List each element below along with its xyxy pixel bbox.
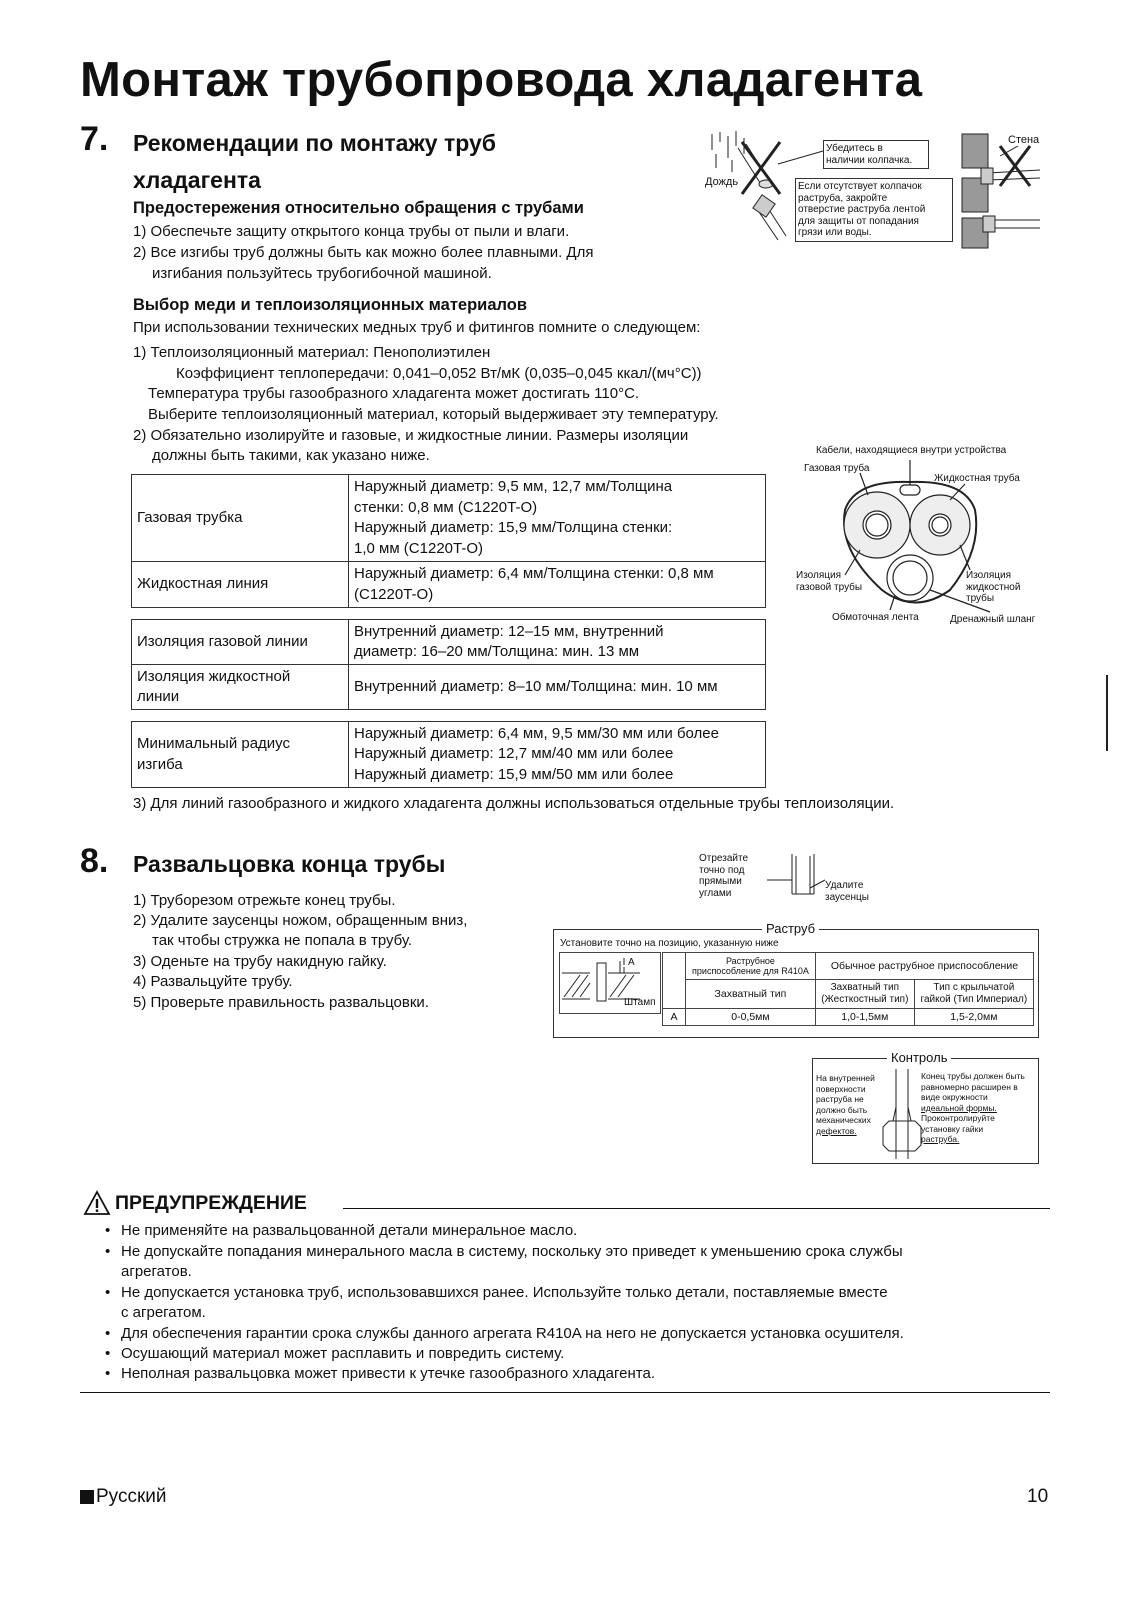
warning-title: ПРЕДУПРЕЖДЕНИЕ <box>115 1192 307 1214</box>
table-cell-value: Наружный диаметр: 6,4 мм/Толщина стенки: 0,8 мм (C1220T-O) <box>349 562 766 608</box>
drain-label: Дренажный шланг <box>950 614 1036 625</box>
warning-bottom-rule <box>80 1392 1050 1393</box>
table-cell: A <box>663 1009 686 1026</box>
table-cell-value: Наружный диаметр: 9,5 мм, 12,7 мм/Толщина стенки: 0,8 мм (C1220T-O) Наружный диаметр: 15,9 мм/Толщина стенки: 1,0 мм (C1220T-O) <box>349 475 766 562</box>
section-7-title-line1: Рекомендации по монтажу труб <box>133 130 496 156</box>
insulation-cross-section-figure <box>790 440 1060 630</box>
flare-step: 1) Труборезом отрежьте конец трубы. <box>133 892 396 909</box>
table-row <box>132 475 766 562</box>
table-row <box>132 722 766 788</box>
section-7-number: 7. <box>80 120 109 158</box>
die-label: Штамп <box>624 997 656 1008</box>
table-cell-value: Наружный диаметр: 6,4 мм, 9,5 мм/30 мм или более Наружный диаметр: 12,7 мм/40 мм или более Наружный диаметр: 15,9 мм/50 мм или более <box>349 722 766 788</box>
table-row <box>663 980 1034 1009</box>
insulation-spec-table <box>131 619 766 710</box>
flare-step: 5) Проверьте правильность развальцовки. <box>133 994 429 1011</box>
tape-label: Обмоточная лента <box>832 612 919 623</box>
insulation-note: 3) Для линий газообразного и жидкого хладагента должны использоваться отдельные трубы теплоизоляции. <box>133 795 895 812</box>
footer-language: Русский <box>96 1486 167 1507</box>
rain-label: Дождь <box>705 176 739 188</box>
table-row <box>132 665 766 710</box>
table-row <box>132 562 766 608</box>
check-right-note: Конец трубы должен быть равномерно расширен в виде окружности идеальной формы. Проконтролируйте установку гайки раструба. <box>921 1071 1025 1144</box>
a-label: A <box>628 957 635 968</box>
warning-bullet: • <box>105 1243 111 1260</box>
warning-item: Осушающий материал может расплавить и повредить систему. <box>121 1345 565 1362</box>
warning-bullet: • <box>105 1365 111 1382</box>
table-cell-label: Минимальный радиус изгиба <box>132 722 349 788</box>
pipe-cut-figure <box>697 850 897 912</box>
table-row <box>663 1009 1034 1026</box>
gas-pipe-label: Газовая труба <box>804 463 870 474</box>
copper-line: При использовании технических медных труб и фитингов помните о следующем: <box>133 319 701 336</box>
warning-item: Не допускайте попадания минерального масла в систему, поскольку это приведет к уменьшению срока службы <box>121 1243 903 1260</box>
liquid-insulation-label: Изоляция жидкостной трубы <box>966 570 1021 604</box>
copper-heading: Выбор меди и теплоизоляционных материалов <box>133 296 527 314</box>
handling-line: 2) Все изгибы труб должны быть как можно более плавными. Для <box>133 244 594 261</box>
table-cell: 1,5-2,0мм <box>914 1009 1033 1026</box>
table-cell-label: Жидкостная линия <box>132 562 349 608</box>
warning-item: Для обеспечения гарантии срока службы данного агрегата R410A на него не допускается установка осушителя. <box>121 1325 904 1342</box>
flare-die-diagram <box>559 952 661 1014</box>
table-header-cell: Захватный тип <box>686 980 816 1009</box>
flare-step: 2) Удалите заусенцы ножом, обращенным вниз, <box>133 912 468 929</box>
warning-item: Не допускается установка труб, использовавшихся ранее. Используйте только детали, поставляемые вместе <box>121 1284 888 1301</box>
cap-note: Убедитесь в наличии колпачка. <box>823 140 929 169</box>
gas-insulation-label: Изоляция газовой трубы <box>796 570 863 593</box>
section-8-number: 8. <box>80 842 109 880</box>
table-cell-label: Газовая трубка <box>132 475 349 562</box>
table-header-cell: Обычное раструбное приспособление <box>815 953 1033 980</box>
warning-item: Не применяйте на развальцованной детали минеральное масло. <box>121 1222 578 1239</box>
table-cell: 0-0,5мм <box>686 1009 816 1026</box>
copper-line: Выберите теплоизоляционный материал, который выдерживает эту температуру. <box>148 406 719 423</box>
page-number: 10 <box>1027 1486 1049 1507</box>
warning-item: с агрегатом. <box>121 1304 206 1321</box>
cables-label: Кабели, находящиеся внутри устройства <box>816 445 1007 456</box>
warning-bullet: • <box>105 1345 111 1362</box>
table-header-cell: Раструбное приспособление для R410A <box>686 953 816 980</box>
table-cell-label: Изоляция газовой линии <box>132 620 349 665</box>
copper-line: 1) Теплоизоляционный материал: Пенополиэтилен <box>133 344 491 361</box>
side-tab-mark <box>1106 675 1108 751</box>
handling-heading: Предостережения относительно обращения с трубами <box>133 199 584 217</box>
flare-dimension-table <box>662 952 1034 1026</box>
warning-item: Неполная развальцовка может привести к утечке газообразного хладагента. <box>121 1365 655 1382</box>
pipe-spec-table <box>131 474 766 608</box>
table-cell-value: Внутренний диаметр: 8–10 мм/Толщина: мин. 10 мм <box>349 665 766 710</box>
page-title: Монтаж трубопровода хладагента <box>80 53 923 107</box>
copper-line: Коэффициент теплопередачи: 0,041–0,052 Вт/мК (0,035–0,045 ккал/(мч°C)) <box>176 365 702 382</box>
check-left-note: На внутренней поверхности раструба не должно быть механических дефектов. <box>816 1073 875 1136</box>
table-row <box>132 620 766 665</box>
flare-step: 3) Оденьте на трубу накидную гайку. <box>133 953 387 970</box>
table-cell <box>663 953 686 1009</box>
flare-check-figure <box>812 1050 1039 1164</box>
warning-bullet: • <box>105 1325 111 1342</box>
warning-icon <box>83 1190 113 1218</box>
handling-line: изгибания пользуйтесь трубогибочной машиной. <box>152 265 492 282</box>
section-8-title: Развальцовка конца трубы <box>133 851 446 877</box>
flare-instruction: Установите точно на позицию, указанную ниже <box>560 938 779 949</box>
warning-bullet: • <box>105 1222 111 1239</box>
table-cell-label: Изоляция жидкостной линии <box>132 665 349 710</box>
copper-line: Температура трубы газообразного хладагента может достигать 110°C. <box>148 385 640 402</box>
flare-step: 4) Развальцуйте трубу. <box>133 973 293 990</box>
warning-rule <box>343 1208 1050 1209</box>
copper-line: должны быть такими, как указано ниже. <box>152 447 430 464</box>
tape-note: Если отсутствует колпачок раструба, закройте отверстие раструба лентой для защиты от попадания грязи или воды. <box>795 178 953 242</box>
flare-title: Раструб <box>762 921 819 936</box>
table-row <box>663 953 1034 980</box>
burr-label: Удалите заусенцы <box>825 880 869 903</box>
flare-check-illustration <box>879 1067 925 1161</box>
warning-item: агрегатов. <box>121 1263 192 1280</box>
handling-line: 1) Обеспечьте защиту открытого конца трубы от пыли и влаги. <box>133 223 570 240</box>
bend-radius-table <box>131 721 766 788</box>
table-header-cell: Тип с крыльчатой гайкой (Тип Империал) <box>914 980 1033 1009</box>
flare-figure <box>553 921 1039 1038</box>
copper-line: 2) Обязательно изолируйте и газовые, и жидкостные линии. Размеры изоляции <box>133 427 689 444</box>
wall-label: Стена <box>1008 134 1040 146</box>
table-cell: 1,0-1,5мм <box>815 1009 914 1026</box>
table-cell-value: Внутренний диаметр: 12–15 мм, внутренний диаметр: 16–20 мм/Толщина: мин. 13 мм <box>349 620 766 665</box>
section-7-title-line2: хладагента <box>133 167 261 193</box>
warning-bullet: • <box>105 1284 111 1301</box>
table-header-cell: Захватный тип (Жесткостный тип) <box>815 980 914 1009</box>
liquid-pipe-label: Жидкостная труба <box>934 473 1020 484</box>
check-title: Контроль <box>887 1050 951 1065</box>
flare-step: так чтобы стружка не попала в трубу. <box>152 932 413 949</box>
cut-label: Отрезайте точно под прямыми углами <box>699 853 749 899</box>
pipe-end-protection-figure <box>700 128 1050 253</box>
language-square-icon <box>80 1490 94 1504</box>
